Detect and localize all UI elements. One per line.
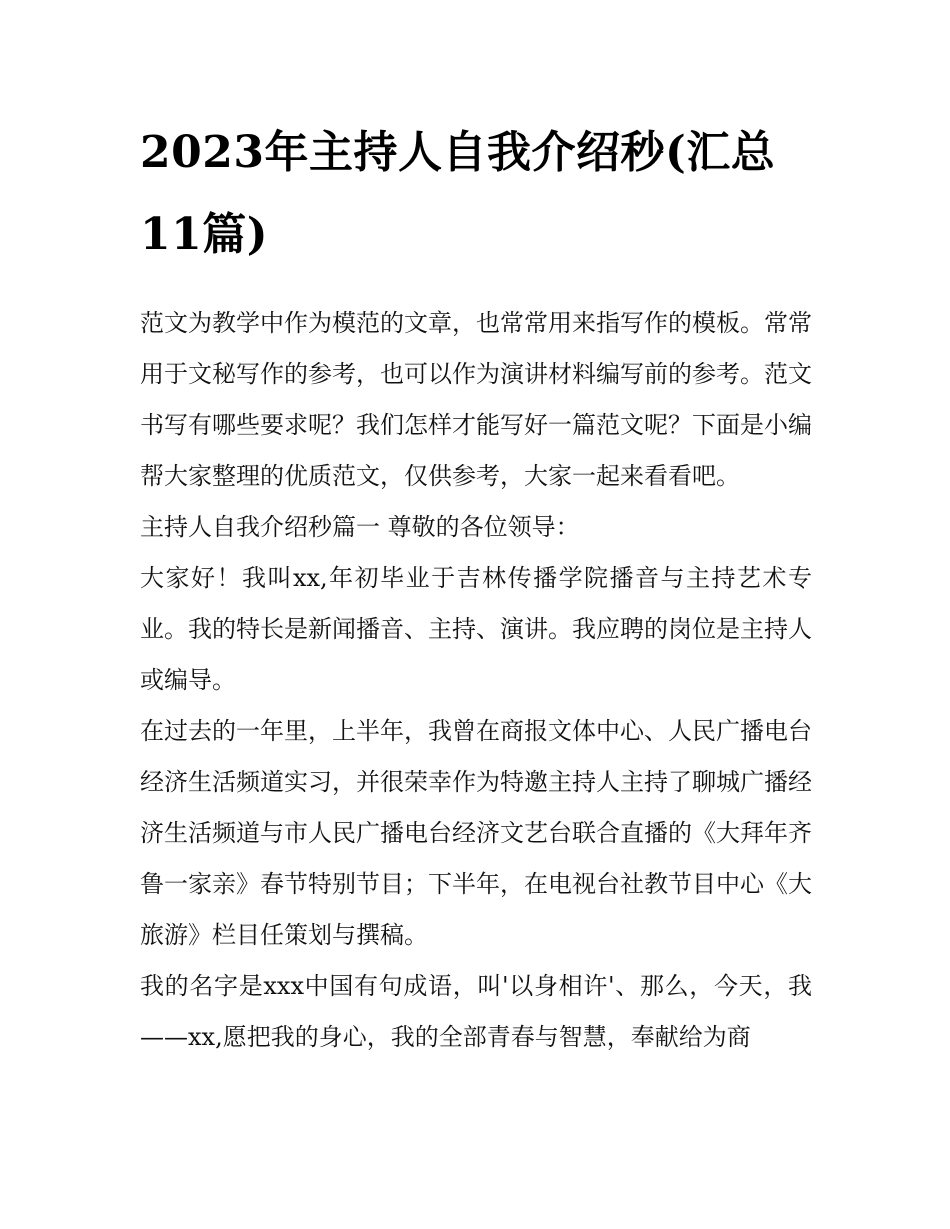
paragraph-intro: 范文为教学中作为模范的文章，也常常用来指写作的模板。常常用于文秘写作的参考，也可以作为演讲材料编写前的参考。范文书写有哪些要求呢？我们怎样才能写好一篇范文呢？下面是小编帮大家整理的优质范文，仅供参考，大家一起来看看吧。 xyxy=(140,309,812,490)
paragraph-section-heading: 主持人自我介绍秒篇一 尊敬的各位领导： xyxy=(140,513,580,541)
document-body xyxy=(140,298,812,1063)
paragraph-closing: 我的名字是xxx中国有句成语，叫'以身相许'、那么，今天，我——xx,愿把我的身心，我的全部青春与智慧，奉献给为商 xyxy=(140,972,812,1051)
paragraph-greeting: 大家好！我叫xx,年初毕业于吉林传播学院播音与主持艺术专业。我的特长是新闻播音、主持、演讲。我应聘的岗位是主持人或编导。 xyxy=(140,564,812,694)
paragraph-experience: 在过去的一年里，上半年，我曾在商报文体中心、人民广播电台经济生活频道实习，并很荣幸作为特邀主持人主持了聊城广播经济生活频道与市人民广播电台经济文艺台联合直播的《大拜年齐鲁一家亲》春节特别节目；下半年，在电视台社教节目中心《大旅游》栏目任策划与撰稿。 xyxy=(140,717,812,949)
document-page xyxy=(140,112,812,1063)
document-title: 2023年主持人自我介绍秒(汇总11篇) xyxy=(140,127,776,260)
